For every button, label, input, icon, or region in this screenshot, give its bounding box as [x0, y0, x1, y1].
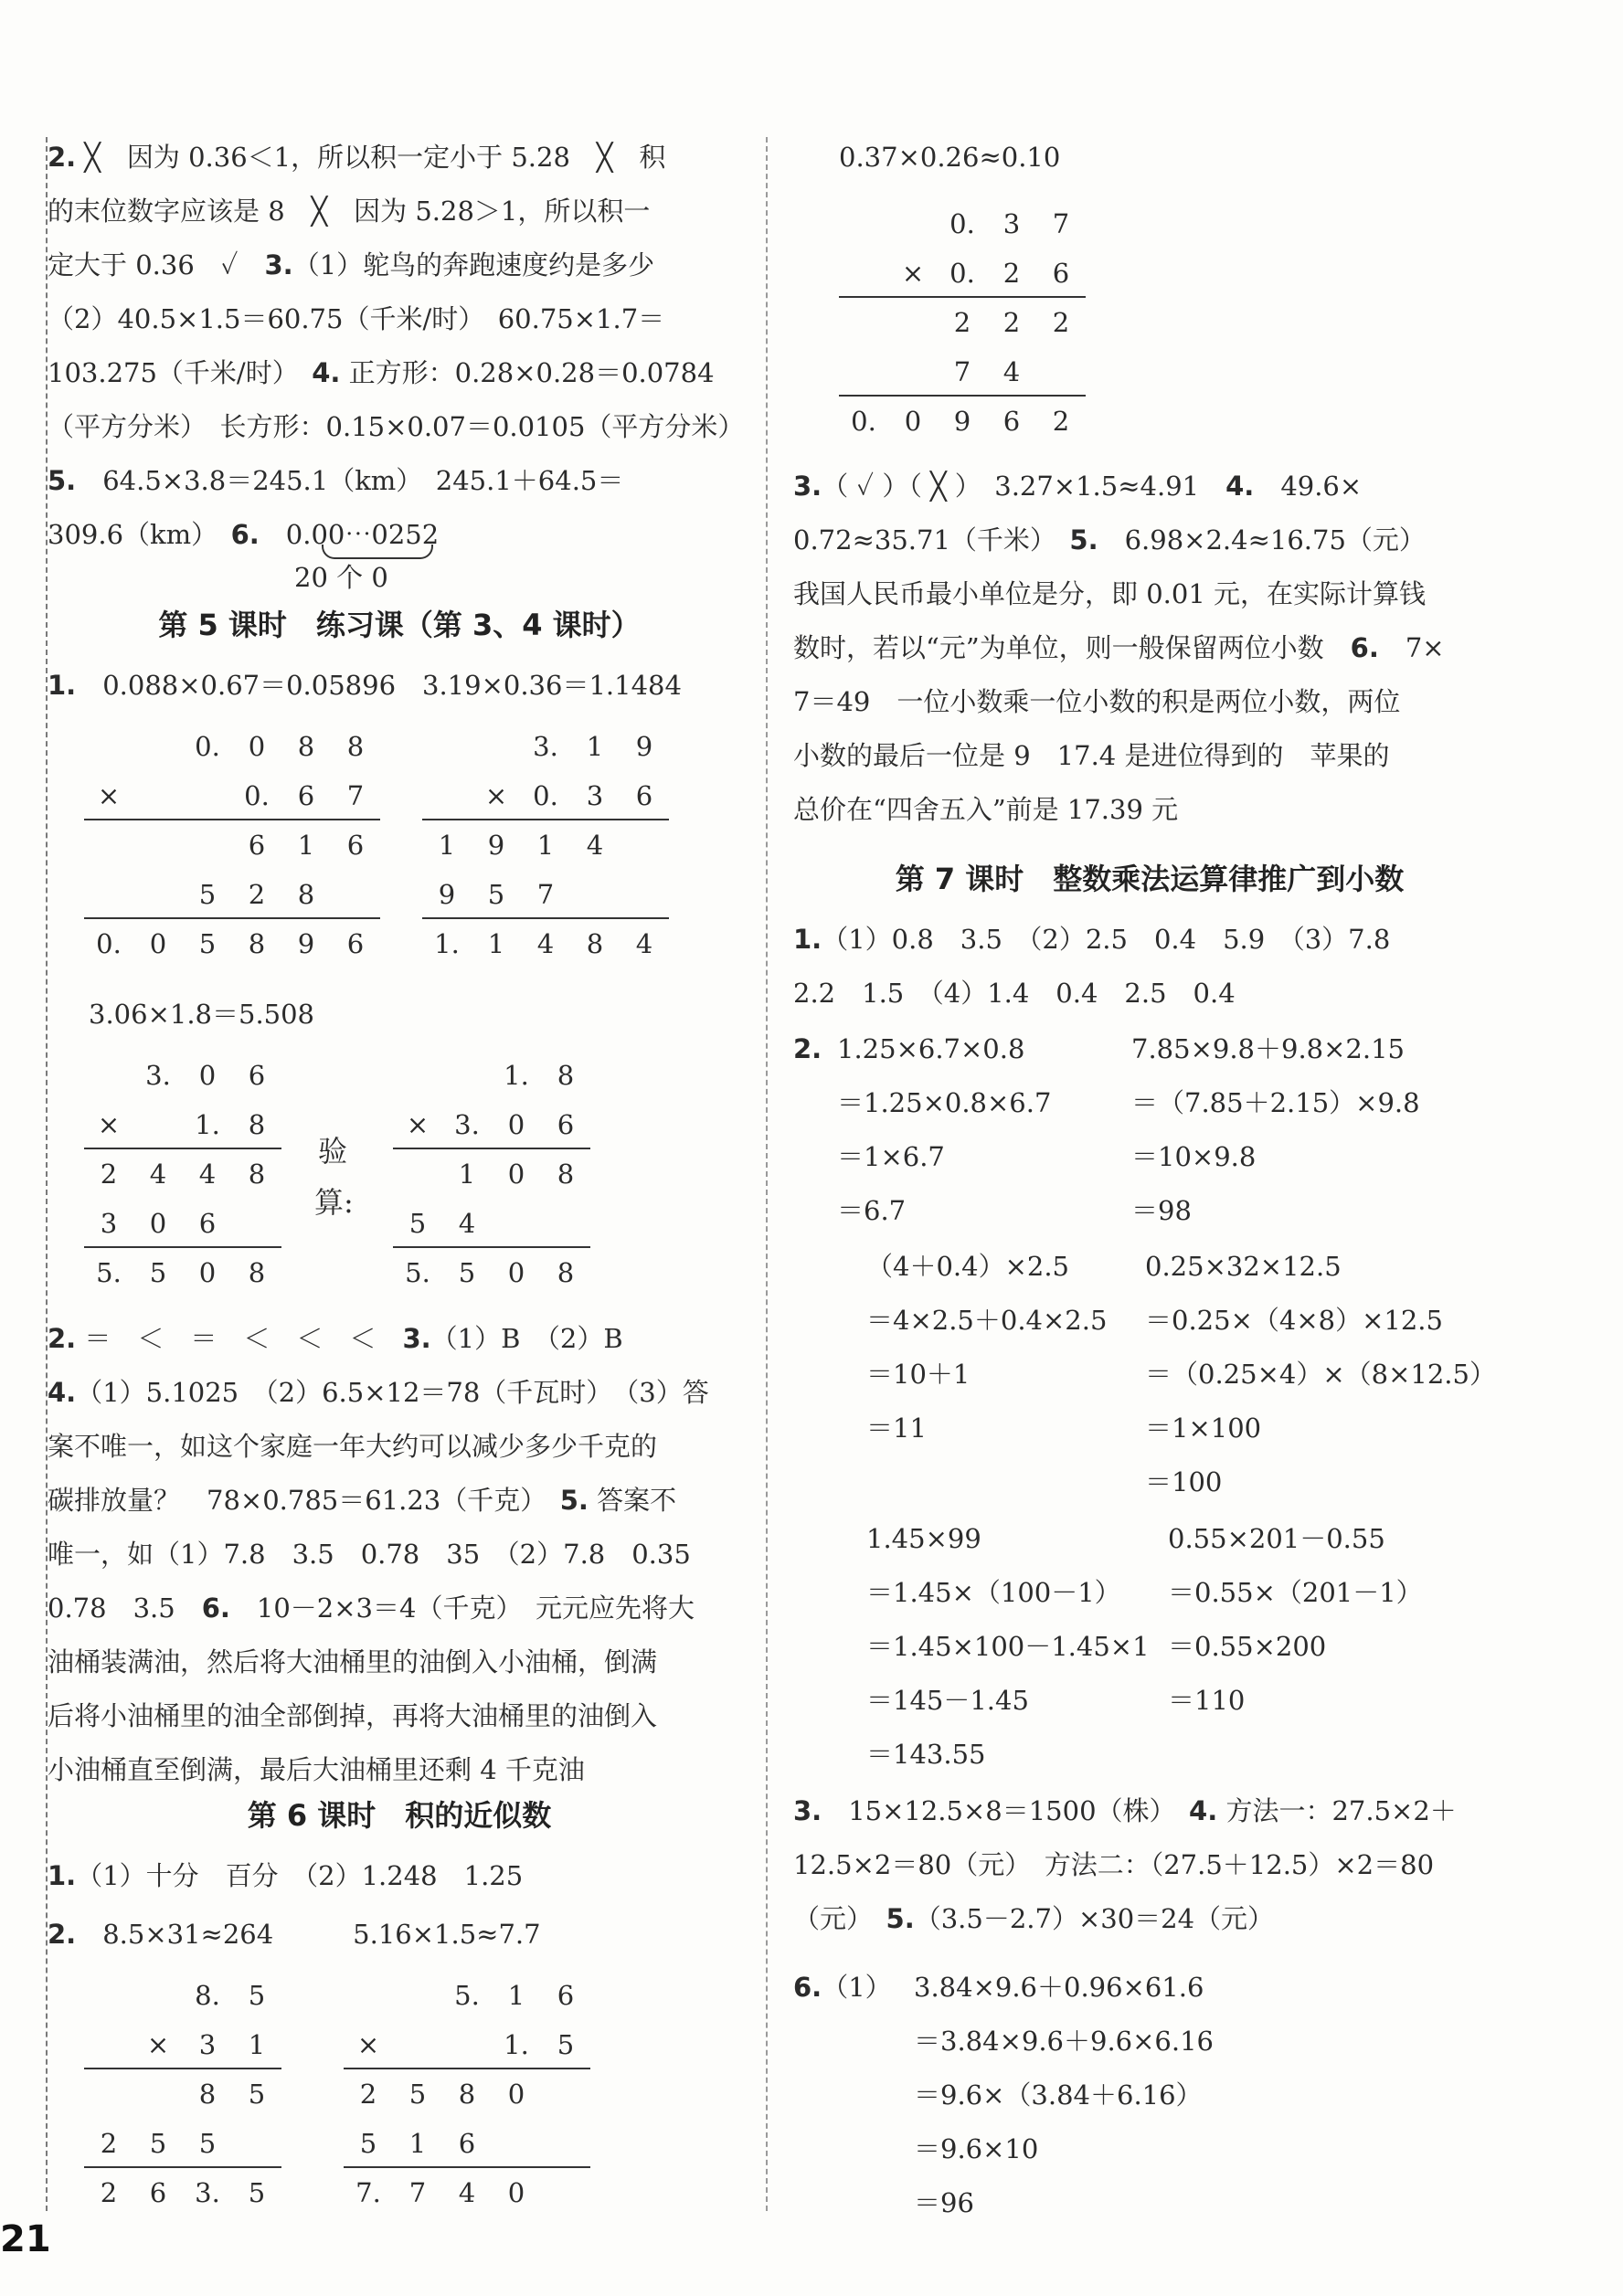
calc-digit: 5 — [408, 1208, 427, 1239]
q2a-step: 1.25×6.7×0.8 — [837, 1033, 1025, 1064]
calc-row — [84, 2069, 281, 2119]
calc-digit: 9 — [953, 406, 971, 437]
calc-digit: 5 — [149, 2128, 167, 2159]
calc-digit: 5 — [149, 1257, 167, 1288]
calc-digit: 6 — [297, 780, 315, 811]
calc-digit: 0 — [904, 406, 922, 437]
calc-digit: 8 — [248, 928, 266, 959]
calc-digit: 2 — [100, 1159, 118, 1190]
q2d-step: ＝（0.25×4）×（8×12.5） — [1145, 1359, 1496, 1390]
calc-digit: 2 — [100, 2177, 118, 2208]
calc-digit: 6 — [346, 928, 365, 959]
answer-line: 总价在“四舍五入”前是 17.39 元 — [793, 794, 1179, 825]
calc-digit: 7 — [346, 780, 365, 811]
answer-line: 的末位数字应该是 8 ╳ 因为 5.28＞1，所以积一 — [48, 196, 651, 227]
q2d-step: ＝100 — [1145, 1466, 1223, 1497]
answer-line: 3.（ ✓ ）（ ╳ ） 3.27×1.5≈4.91 4. 49.6× — [793, 471, 1363, 502]
calc-digit: 6 — [1052, 258, 1070, 289]
calc-digit: 3 — [586, 780, 604, 811]
calc-row — [84, 1100, 281, 1149]
calc-digit: 2 — [1052, 307, 1070, 338]
calc-digit: 0. — [949, 208, 975, 239]
calc-digit: 6 — [557, 1109, 575, 1140]
answer-line: 3. 15×12.5×8＝1500（株） 4. 方法一：27.5×2＋ — [793, 1795, 1457, 1826]
calc-row — [344, 2119, 590, 2168]
q2f-step: ＝110 — [1168, 1685, 1246, 1716]
calc-digit: 1. — [434, 928, 460, 959]
calc-row — [84, 1051, 281, 1100]
calc-row — [84, 1199, 281, 1248]
calc-digit: 0 — [198, 1060, 217, 1091]
calc-row — [344, 1971, 590, 2020]
q6-step: ＝96 — [914, 2187, 974, 2218]
q2a-step: ＝1.25×0.8×6.7 — [837, 1087, 1052, 1118]
calc-digit: 7 — [953, 356, 971, 387]
calc-digit: 1 — [586, 731, 604, 762]
calc-digit: 8. — [195, 1980, 220, 2011]
calc-digit: 0. — [533, 780, 558, 811]
calc-digit: 1 — [297, 830, 315, 861]
calc-digit: 9 — [297, 928, 315, 959]
calc-digit: 2 — [1002, 307, 1021, 338]
answer-line: （平方分米） 长方形：0.15×0.07＝0.0105（平方分米） — [48, 411, 745, 442]
calc-digit: 4 — [1002, 356, 1021, 387]
q2f-step: 0.55×201－0.55 — [1168, 1523, 1385, 1554]
calc-digit: 4 — [149, 1159, 167, 1190]
calc-digit: 7 — [408, 2177, 427, 2208]
calc-row — [84, 2119, 281, 2168]
calc-digit: 0 — [507, 2079, 525, 2110]
q2c-step: （4＋0.4）×2.5 — [866, 1251, 1069, 1282]
answer-line: 案不唯一，如这个家庭一年大约可以减少多少千克的 — [48, 1431, 658, 1462]
calc-digit: 8 — [297, 731, 315, 762]
calc-row — [839, 249, 1086, 298]
left-margin-rule — [46, 137, 48, 2211]
calc-row — [422, 820, 669, 870]
calc-digit: 7 — [1052, 208, 1070, 239]
calc-digit: 6 — [149, 2177, 167, 2208]
calc-digit: 6 — [458, 2128, 476, 2159]
answer-line: 0.78 3.5 6. 10－2×3＝4（千克） 元元应先将大 — [48, 1592, 695, 1624]
answer-line: 12.5×2＝80（元） 方法二：（27.5＋12.5）×2＝80 — [793, 1849, 1435, 1880]
calc-digit: 8 — [586, 928, 604, 959]
calc-digit: 0. — [195, 731, 220, 762]
answer-line: 碳排放量？ 78×0.785＝61.23（千克） 5. 答案不 — [48, 1485, 677, 1516]
answer-line: 309.6（km） 6. 0.00⋯0252 — [48, 519, 440, 550]
q2d-step: ＝1×100 — [1145, 1413, 1262, 1444]
calc-row — [344, 2020, 590, 2069]
calc-rule — [344, 2068, 590, 2069]
calc-row — [84, 2168, 281, 2217]
answer-line: 2. ╳ 因为 0.36＜1，所以积一定小于 5.28 ╳ 积 — [48, 142, 666, 173]
q6-step: ＝9.6×（3.84＋6.16） — [914, 2079, 1203, 2111]
calc-row — [839, 298, 1086, 347]
calc-digit: 3. — [533, 731, 558, 762]
calc-digit: 5 — [557, 2029, 575, 2060]
calc-digit: 1 — [536, 830, 555, 861]
calc-digit: 6 — [346, 830, 365, 861]
calc-digit: 4 — [458, 2177, 476, 2208]
calc-rule — [84, 819, 380, 820]
calc-row — [84, 1971, 281, 2020]
answer-line: 1.（1）十分 百分 （2）1.248 1.25 — [48, 1860, 524, 1891]
underbrace — [322, 545, 433, 559]
calc-row — [422, 919, 669, 968]
calc-digit: × — [406, 1109, 430, 1140]
calc-rule — [344, 2166, 590, 2168]
q2b-step: ＝（7.85＋2.15）×9.8 — [1131, 1087, 1420, 1118]
calc-digit: 7 — [536, 879, 555, 910]
calc-digit: 0 — [198, 1257, 217, 1288]
calc-digit: 8 — [346, 731, 365, 762]
q2e-step: ＝1.45×（100－1） — [866, 1577, 1121, 1608]
answer-line: 5. 64.5×3.8＝245.1（km） 245.1＋64.5＝ — [48, 465, 624, 496]
verify-label: 验 算: — [314, 1134, 354, 1220]
calc-row — [422, 870, 669, 919]
answer-line: 数时，若以“元”为单位，则一般保留两位小数 6. 7× — [793, 632, 1445, 663]
calc-digit: 2 — [359, 2079, 377, 2110]
calc-row — [839, 347, 1086, 397]
calc-digit: × — [146, 2029, 170, 2060]
calc-digit: 5. — [454, 1980, 480, 2011]
calc-digit: 2 — [248, 879, 266, 910]
calc-digit: 5 — [408, 2079, 427, 2110]
section-5-title: 第 5 课时 练习课（第 3、4 课时） — [158, 608, 641, 642]
answer-line: 我国人民币最小单位是分，即 0.01 元，在实际计算钱 — [793, 578, 1427, 609]
q6-step: ＝9.6×10 — [914, 2133, 1039, 2164]
answer-line: 7＝49 一位小数乘一位小数的积是两位小数，两位 — [793, 686, 1401, 717]
q2c-step: ＝10＋1 — [866, 1359, 971, 1390]
calc-digit: 5 — [198, 2128, 217, 2159]
q2a-step: ＝6.7 — [837, 1195, 907, 1226]
calc-digit: 1 — [248, 2029, 266, 2060]
calc-digit: 0. — [851, 406, 876, 437]
answer-line: 103.275（千米/时） 4. 正方形：0.28×0.28＝0.0784 — [48, 357, 715, 388]
q2e-step: ＝145－1.45 — [866, 1685, 1029, 1716]
calc-digit: 5 — [198, 879, 217, 910]
answer-line: 油桶装满油，然后将大油桶里的油倒入小油桶，倒满 — [48, 1646, 658, 1677]
calc-rule — [84, 917, 380, 919]
calc-digit: 8 — [557, 1257, 575, 1288]
calc-row — [84, 771, 380, 820]
calc-rule — [393, 1148, 590, 1149]
page-number: 21 — [0, 2218, 51, 2260]
q2b-step: ＝10×9.8 — [1131, 1141, 1257, 1172]
calc-digit: 2 — [1002, 258, 1021, 289]
calc-rule — [839, 395, 1086, 397]
calc-digit: 1 — [438, 830, 456, 861]
q6-label: 6.（1） — [793, 1972, 892, 2003]
calc-row — [393, 1051, 590, 1100]
q2e-step: ＝143.55 — [866, 1739, 986, 1770]
calc-digit: × — [97, 780, 121, 811]
answer-line: 定大于 0.36 ✓ 3.（1）鸵鸟的奔跑速度约是多少 — [48, 249, 655, 280]
q2c-step: ＝11 — [866, 1413, 927, 1444]
calc-digit: 8 — [458, 2079, 476, 2110]
calc-digit: × — [356, 2029, 380, 2060]
q6-step: 3.84×9.6＋0.96×61.6 — [914, 1972, 1204, 2003]
calc-row — [84, 2020, 281, 2069]
calc-rule — [422, 917, 669, 919]
calc-digit: 5 — [487, 879, 505, 910]
right-top-equation: 0.37×0.26≈0.10 — [839, 142, 1061, 173]
calc-digit: 0 — [149, 928, 167, 959]
answer-line: 4.（1）5.1025 （2）6.5×12＝78（千瓦时） （3）答 — [48, 1377, 709, 1408]
q2f-step: ＝0.55×200 — [1168, 1631, 1327, 1662]
calc-digit: 5 — [198, 928, 217, 959]
calc-row — [133, 722, 380, 771]
calc-digit: 1. — [195, 1109, 220, 1140]
answer-line: （2）40.5×1.5＝60.75（千米/时） 60.75×1.7＝ — [48, 303, 665, 334]
calc-digit: 8 — [557, 1060, 575, 1091]
calc-digit: 4 — [536, 928, 555, 959]
calc-digit: 2 — [953, 307, 971, 338]
calc-digit: 0 — [149, 1208, 167, 1239]
calc-digit: 1 — [487, 928, 505, 959]
answer-line: 2.2 1.5 （4）1.4 0.4 2.5 0.4 — [793, 978, 1236, 1009]
calc-digit: 7. — [355, 2177, 381, 2208]
calc-digit: 3. — [195, 2177, 220, 2208]
q6-step: ＝3.84×9.6＋9.6×6.16 — [914, 2026, 1214, 2057]
section-7-title: 第 7 课时 整数乘法运算律推广到小数 — [895, 862, 1405, 896]
calc-digit: 1 — [507, 1980, 525, 2011]
calc-rule — [422, 819, 669, 820]
q2d-step: ＝0.25×（4×8）×12.5 — [1145, 1305, 1443, 1336]
calc-digit: 5. — [96, 1257, 122, 1288]
calc-row — [344, 2168, 590, 2217]
calc-digit: 6 — [198, 1208, 217, 1239]
calc-digit: 3 — [1002, 208, 1021, 239]
calc-row — [393, 1199, 590, 1248]
calc-digit: 6 — [1002, 406, 1021, 437]
calc-row — [344, 2069, 590, 2119]
calc-digit: 5 — [359, 2128, 377, 2159]
answer-line: 小油桶直至倒满，最后大油桶里还剩 4 千克油 — [48, 1754, 585, 1785]
calc-digit: 9 — [635, 731, 653, 762]
calc-digit: 3 — [100, 1208, 118, 1239]
calc-row — [84, 870, 380, 919]
q2d-step: 0.25×32×12.5 — [1145, 1251, 1342, 1282]
calc-digit: 1 — [458, 1159, 476, 1190]
q2f-step: ＝0.55×（201－1） — [1168, 1577, 1423, 1608]
q2e-step: ＝1.45×100－1.45×1 — [866, 1631, 1150, 1662]
answer-line: 后将小油桶里的油全部倒掉，再将大油桶里的油倒入 — [48, 1700, 658, 1731]
calc-digit: × — [901, 258, 925, 289]
q2e-step: 1.45×99 — [866, 1523, 981, 1554]
calc-rule — [84, 1246, 281, 1248]
calc-digit: 1 — [408, 2128, 427, 2159]
answer-line: 0.72≈35.71（千米） 5. 6.98×2.4≈16.75（元） — [793, 524, 1426, 555]
calc-digit: 0. — [949, 258, 975, 289]
calc-digit: 4 — [586, 830, 604, 861]
section-6-title: 第 6 课时 积的近似数 — [247, 1798, 552, 1833]
calc-rule — [84, 2166, 281, 2168]
calc-digit: 3. — [454, 1109, 480, 1140]
calc-digit: × — [484, 780, 508, 811]
calc-row — [839, 397, 1086, 446]
q2b-step: 7.85×9.8＋9.8×2.15 — [1131, 1033, 1405, 1064]
calc-digit: 0. — [244, 780, 270, 811]
calc-digit: 6 — [557, 1980, 575, 2011]
answer-line: 2. 8.5×31≈264 5.16×1.5≈7.7 — [48, 1919, 541, 1950]
calc-digit: 4 — [198, 1159, 217, 1190]
calc-row — [84, 820, 380, 870]
calc-digit: 5. — [405, 1257, 430, 1288]
calc-row — [393, 1100, 590, 1149]
calc-digit: 8 — [248, 1109, 266, 1140]
calc-digit: 1. — [504, 1060, 529, 1091]
calc-digit: 4 — [458, 1208, 476, 1239]
calc-digit: 0 — [507, 1257, 525, 1288]
calc-digit: 2 — [1052, 406, 1070, 437]
calc-digit: 8 — [198, 2079, 217, 2110]
calc-digit: × — [97, 1109, 121, 1140]
calc-digit: 8 — [557, 1159, 575, 1190]
calc-row — [393, 1149, 590, 1199]
calc-digit: 8 — [248, 1159, 266, 1190]
calc-digit: 8 — [297, 879, 315, 910]
calc-digit: 3. — [145, 1060, 171, 1091]
answer-line: 1.（1）0.8 3.5 （2）2.5 0.4 5.9 （3）7.8 — [793, 924, 1391, 955]
calc-digit: 0 — [507, 1159, 525, 1190]
calc-row — [839, 199, 1086, 249]
calc-rule — [393, 1246, 590, 1248]
answer-line: 小数的最后一位是 9 17.4 是进位得到的 苹果的 — [793, 740, 1390, 771]
calc-digit: 2 — [100, 2128, 118, 2159]
calc-digit: 1. — [504, 2029, 529, 2060]
calc-row — [84, 919, 380, 968]
sec5-q1: 1. 0.088×0.67＝0.05896 3.19×0.36＝1.1484 — [48, 670, 682, 701]
q2c-step: ＝4×2.5＋0.4×2.5 — [866, 1305, 1108, 1336]
calc-digit: 3 — [198, 2029, 217, 2060]
calc-digit: 5 — [458, 1257, 476, 1288]
zero-count-note: 20 个 0 — [294, 562, 388, 593]
calc-digit: 0 — [507, 2177, 525, 2208]
calc-digit: 4 — [635, 928, 653, 959]
calc-digit: 5 — [248, 1980, 266, 2011]
calc-digit: 0. — [96, 928, 122, 959]
answer-line: 2. ＝ ＜ ＝ ＜ ＜ ＜ 3.（1）B （2）B — [48, 1323, 623, 1354]
q2-label: 2. — [793, 1033, 822, 1064]
calc-row — [422, 722, 669, 771]
q2a-step: ＝1×6.7 — [837, 1141, 945, 1172]
sec5-q1b: 3.06×1.8＝5.508 — [89, 999, 315, 1030]
calc-digit: 8 — [248, 1257, 266, 1288]
calc-rule — [84, 2068, 281, 2069]
answer-line: （元） 5.（3.5－2.7）×30＝24（元） — [793, 1903, 1275, 1934]
calc-digit: 6 — [248, 1060, 266, 1091]
calc-digit: 5 — [248, 2079, 266, 2110]
calc-row — [422, 771, 669, 820]
calc-row — [84, 1248, 281, 1297]
calc-row — [393, 1248, 590, 1297]
calc-digit: 6 — [248, 830, 266, 861]
calc-rule — [839, 296, 1086, 298]
calc-digit: 5 — [248, 2177, 266, 2208]
calc-rule — [84, 1148, 281, 1149]
column-divider — [766, 137, 768, 2211]
calc-digit: 9 — [487, 830, 505, 861]
calc-digit: 0 — [248, 731, 266, 762]
calc-digit: 0 — [507, 1109, 525, 1140]
calc-digit: 9 — [438, 879, 456, 910]
calc-digit: 6 — [635, 780, 653, 811]
answer-line: 唯一，如（1）7.8 3.5 0.78 35 （2）7.8 0.35 — [48, 1539, 691, 1570]
q2b-step: ＝98 — [1131, 1195, 1192, 1226]
calc-row — [84, 1149, 281, 1199]
